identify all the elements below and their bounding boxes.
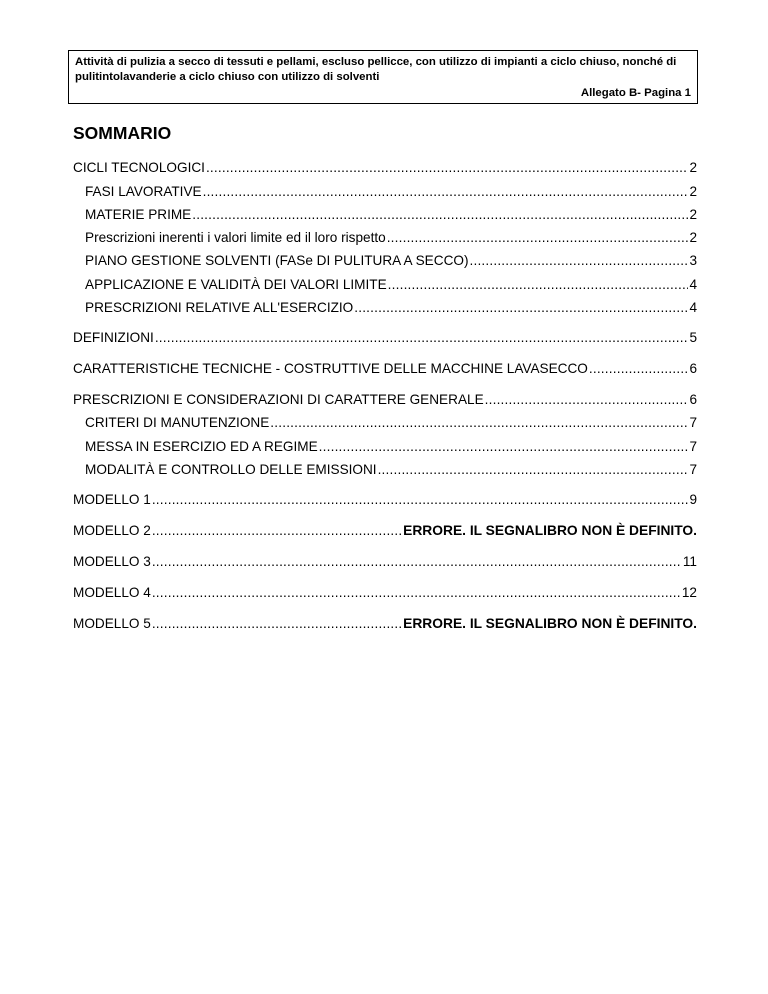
toc-entry-label: MODELLO 3	[73, 554, 151, 569]
toc-entry-messa-in-esercizio[interactable]	[85, 439, 697, 459]
toc-entry-page: 3	[689, 253, 697, 268]
toc-entry-page: 11	[682, 554, 697, 569]
toc-entry-fasi-lavorative[interactable]	[85, 184, 697, 204]
toc-entry-definizioni[interactable]	[73, 330, 697, 350]
toc-entry-label: PIANO GESTIONE SOLVENTI (FASe DI PULITURA A SECCO)	[85, 253, 469, 268]
toc-entry-modello-2[interactable]	[73, 523, 697, 543]
toc-entry-criteri-manutenzione[interactable]	[85, 415, 697, 435]
toc-entry-label: PRESCRIZIONI E CONSIDERAZIONI DI CARATTERE GENERALE	[73, 392, 484, 407]
header-page-label: Allegato B- Pagina 1	[580, 87, 691, 99]
toc-entry-label: MODELLO 5	[73, 616, 151, 631]
toc-entry-label: DEFINIZIONI	[73, 330, 154, 345]
toc-entry-label: MODALITÀ E CONTROLLO DELLE EMISSIONI	[85, 462, 377, 477]
toc-entry-modello-3[interactable]	[73, 554, 697, 574]
toc-entry-page: 2	[689, 207, 697, 222]
toc-entry-page: 4	[689, 277, 697, 292]
toc-entry-label: APPLICAZIONE E VALIDITÀ DEI VALORI LIMITE	[85, 277, 387, 292]
toc-entry-label: MODELLO 1	[73, 492, 151, 507]
toc-entry-page: 2	[689, 230, 697, 245]
toc-entry-page: 7	[689, 439, 697, 454]
toc-entry-bookmark-error: ERRORE. IL SEGNALIBRO NON È DEFINITO.	[403, 523, 697, 538]
toc-entry-page: 7	[689, 462, 697, 477]
toc-entry-label: CARATTERISTICHE TECNICHE - COSTRUTTIVE DELLE MACCHINE LAVASECCO	[73, 361, 588, 376]
toc-entry-materie-prime[interactable]	[85, 207, 697, 227]
toc-entry-piano-gestione-solventi[interactable]	[85, 253, 697, 273]
toc-entry-modello-1[interactable]	[73, 492, 697, 512]
toc-entry-modello-4[interactable]	[73, 585, 697, 605]
toc-entry-page: 7	[689, 415, 697, 430]
toc-entry-cicli-tecnologici[interactable]	[73, 160, 697, 180]
toc-entry-page: 6	[689, 392, 697, 407]
toc-entry-bookmark-error: ERRORE. IL SEGNALIBRO NON È DEFINITO.	[403, 616, 697, 631]
toc-entry-page: 12	[681, 585, 697, 600]
toc-entry-page: 5	[689, 330, 697, 345]
toc-entry-prescrizioni-esercizio[interactable]	[85, 300, 697, 320]
toc-entry-applicazione-validita[interactable]	[85, 277, 697, 297]
toc-entry-caratteristiche-tecniche[interactable]	[73, 361, 697, 381]
toc-title: SOMMARIO	[73, 123, 172, 143]
toc-entry-label: MATERIE PRIME	[85, 207, 192, 222]
toc-entry-prescrizioni-valori-limite[interactable]	[85, 230, 697, 250]
toc-entry-label: MODELLO 4	[73, 585, 151, 600]
toc-entry-page: 2	[689, 160, 697, 175]
toc-entry-controllo-emissioni[interactable]	[85, 462, 697, 482]
toc-entry-label: FASI LAVORATIVE	[85, 184, 202, 199]
toc-entry-page: 9	[689, 492, 697, 507]
page-header	[68, 50, 698, 104]
toc-entry-page: 4	[689, 300, 697, 315]
toc-entry-page: 2	[689, 184, 697, 199]
toc-entry-label: CRITERI DI MANUTENZIONE	[85, 415, 270, 430]
toc-entry-label: PRESCRIZIONI RELATIVE ALL'ESERCIZIO	[85, 300, 354, 315]
toc-entry-label: MESSA IN ESERCIZIO ED A REGIME	[85, 439, 318, 454]
toc-entry-modello-5[interactable]	[73, 616, 697, 636]
toc-entry-prescrizioni-generali[interactable]	[73, 392, 697, 412]
toc-entry-label: MODELLO 2	[73, 523, 151, 538]
toc-entry-label: Prescrizioni inerenti i valori limite ed il loro rispetto	[85, 230, 386, 245]
toc-entry-page: 6	[689, 361, 697, 376]
toc-entry-label: CICLI TECNOLOGICI	[73, 160, 205, 175]
header-title: Attività di pulizia a secco di tessuti e pellami, escluso pellicce, con utilizzo di impianti a ciclo chiuso, nonché di pulitintolavanderie a ciclo chiuso con utilizzo di solventi	[75, 56, 677, 83]
